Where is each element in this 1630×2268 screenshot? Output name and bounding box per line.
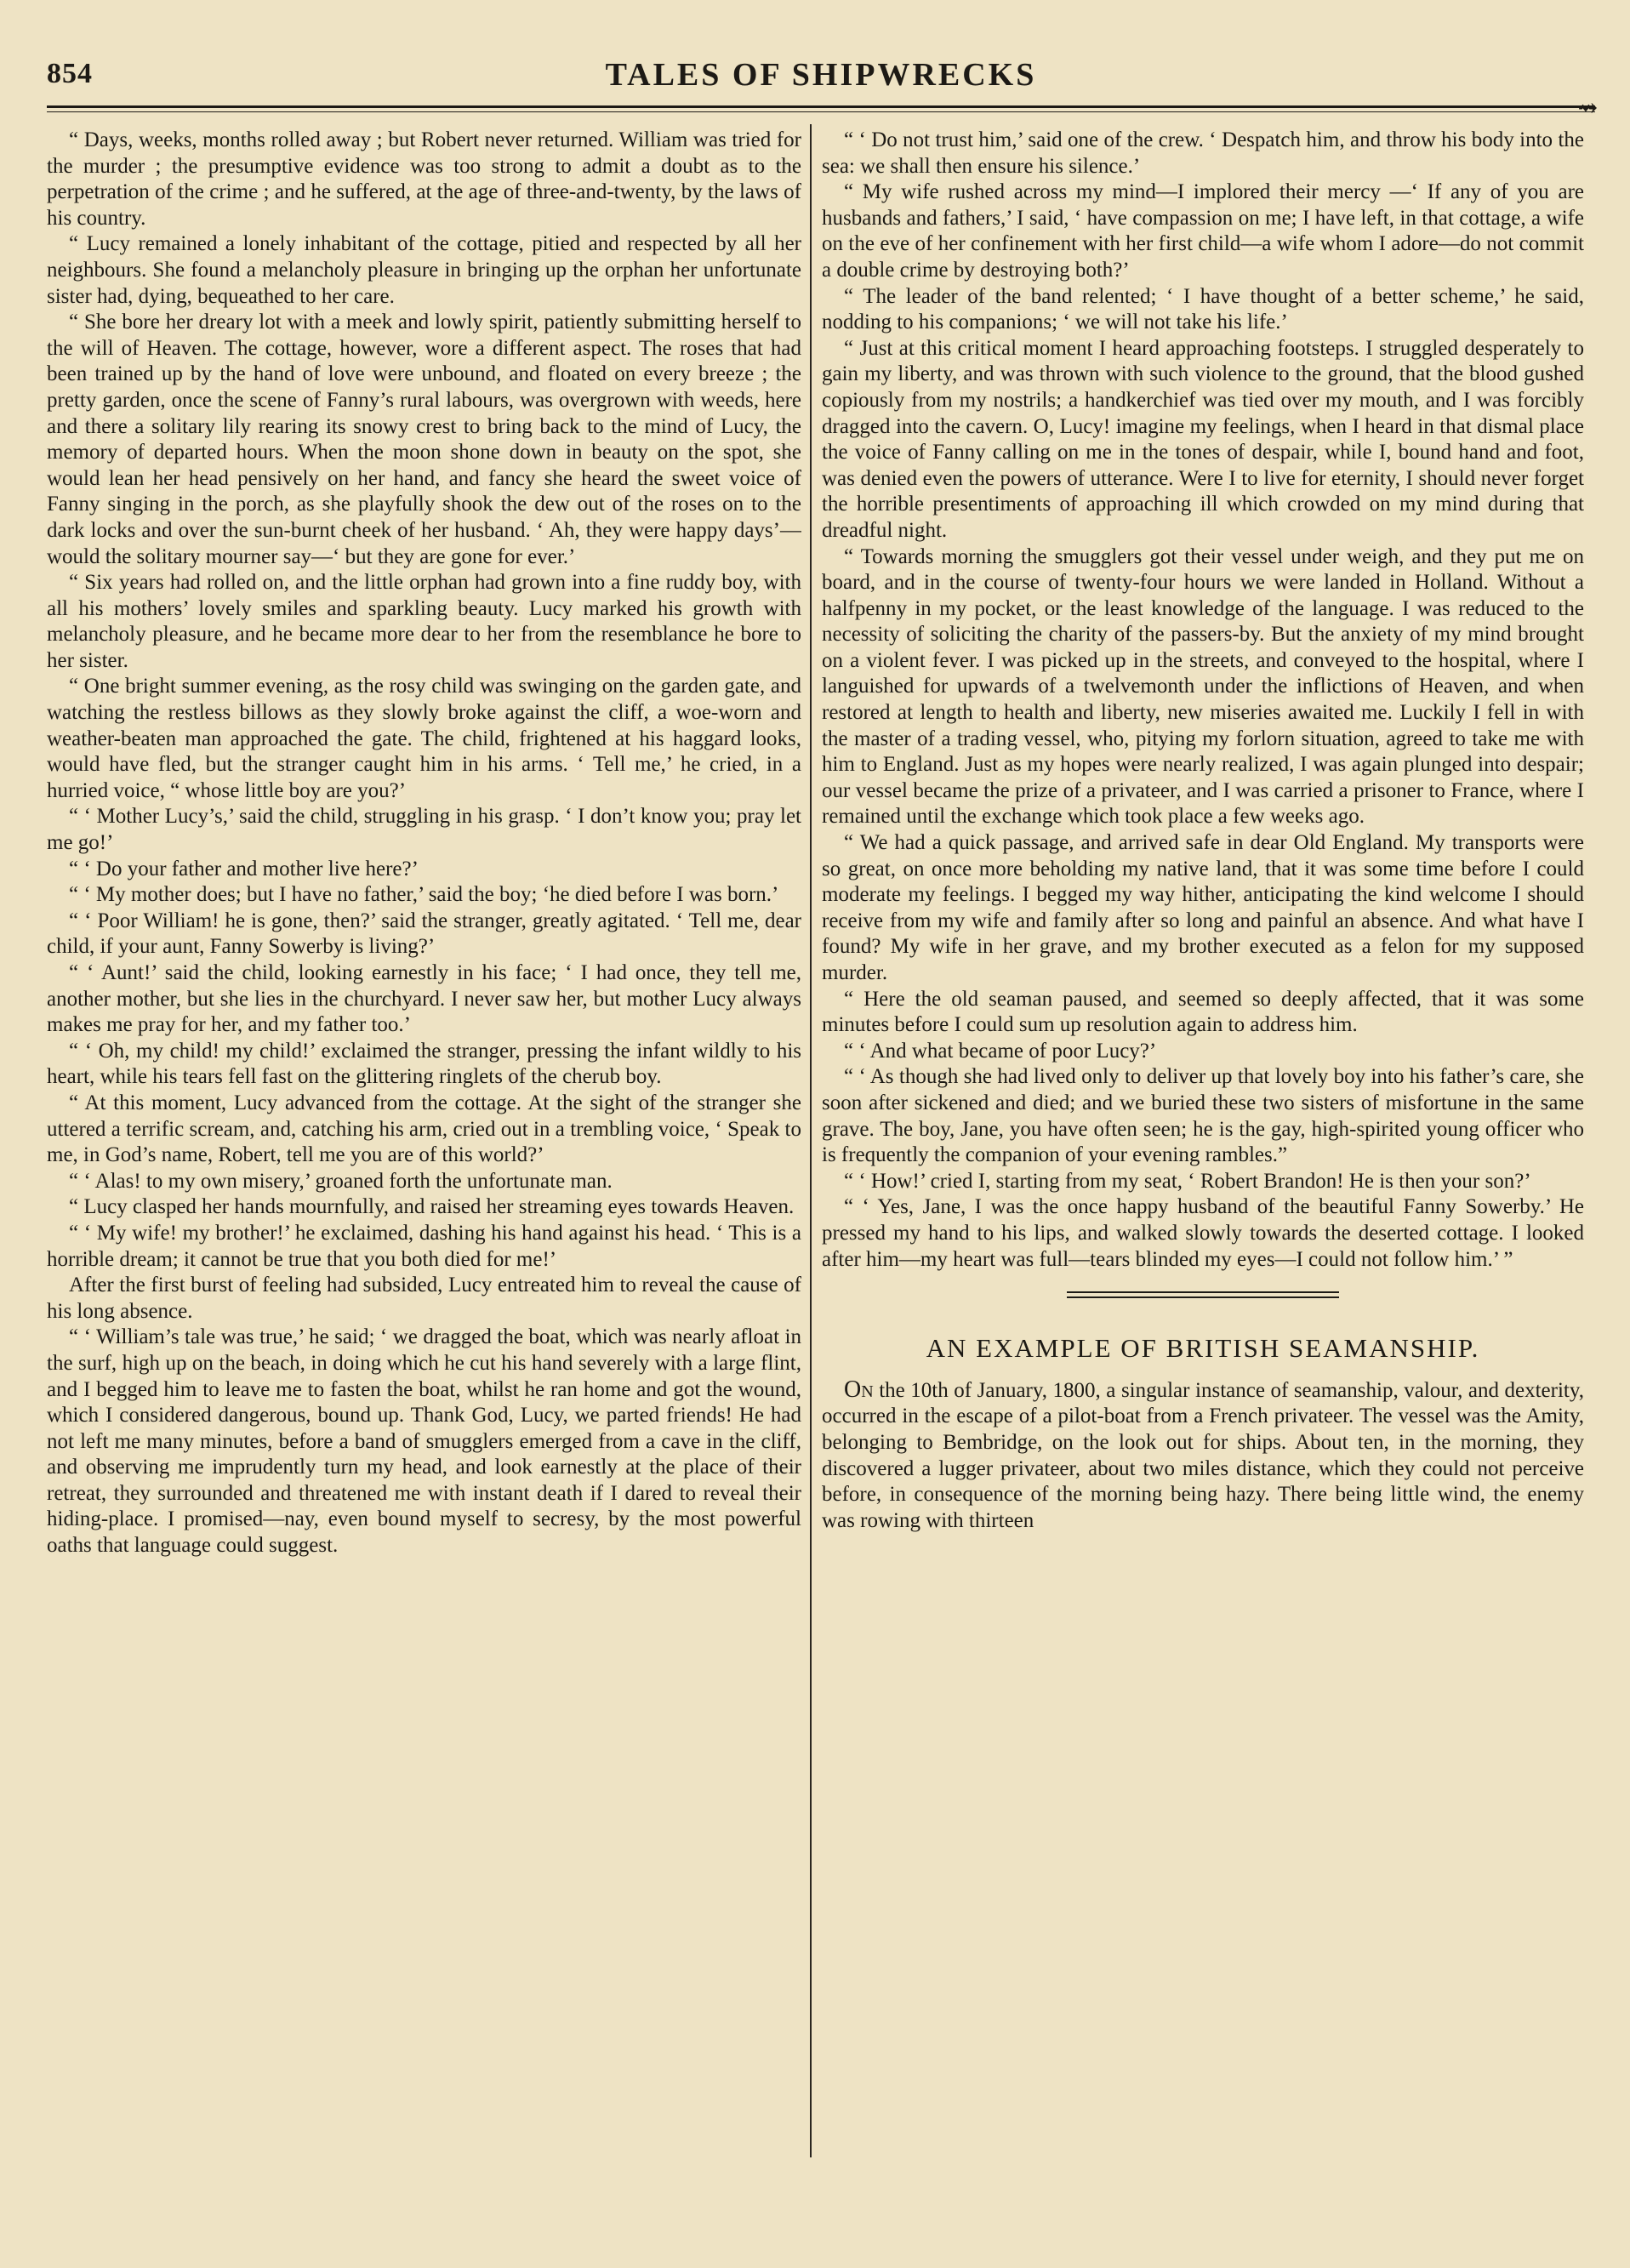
section-rule — [1067, 1296, 1339, 1298]
left-column — [47, 128, 801, 2246]
paragraph: “ My wife rushed across my mind—I implored their mercy —‘ If any of you are husbands and fathers,’ I said, ‘ have compassion on me; I have left, in that cottage, a wife on the eve of her confinement with her first child—a wife whom I adore—do not commit a double crime by destroying both?’ — [822, 180, 1584, 282]
section-paragraph — [822, 1377, 1584, 1535]
column-divider — [810, 124, 812, 2157]
paragraph: “ ‘ Do your father and mother live here?’ — [69, 857, 419, 880]
paragraph: “ ‘ Aunt!’ said the child, looking earnestly in his face; ‘ I had once, they tell me, another mother, but she lies in the churchyard. I never saw her, but mother Lucy always makes me pray for her, and my father too.’ — [47, 961, 801, 1037]
paragraph: “ One bright summer evening, as the rosy child was swinging on the garden gate, and watching the restless billows as they slowly broke against the cliff, a woe-worn and weather-beaten man approached the gate. The child, frightened at his haggard looks, would have fled, but the stranger caught him in his arms. ‘ Tell me,’ he cried, in a hurried voice, “ whose little boy are you?’ — [47, 675, 801, 802]
paragraph: “ Days, weeks, months rolled away ; but Robert never returned. William was tried for the murder ; the presumptive evidence was too strong to admit a doubt as to the perpetration of the crime ; and he suffered, at the age of three-and-twenty, by the laws of his country. — [47, 128, 801, 230]
paragraph: “ ‘ Poor William! he is gone, then?’ said the stranger, greatly agitated. ‘ Tell me, dear child, if your aunt, Fanny Sowerby is living?’ — [47, 909, 801, 959]
paragraph: “ ‘ Yes, Jane, I was the once happy husband of the beautiful Fanny Sowerby.’ He pressed my hand to his lips, and walked slowly towards the deserted cottage. I looked after him—my heart was full—tears blinded my eyes—I could not follow him.’ ” — [822, 1195, 1584, 1271]
paragraph: “ ‘ My wife! my brother!’ he exclaimed, dashing his hand against his head. ‘ This is a horrible dream; it cannot be true that you both died for me!’ — [47, 1221, 801, 1271]
paragraph: “ ‘ How!’ cried I, starting from my seat, ‘ Robert Brandon! He is then your son?’ — [844, 1169, 1531, 1193]
paragraph: “ At this moment, Lucy advanced from the cottage. At the sight of the stranger she uttered a terrific scream, and, catching his arm, cried out in a trembling voice, ‘ Speak to me, in God’s name, Robert, tell me you are of this world?’ — [47, 1091, 801, 1167]
paragraph: After the first burst of feeling had subsided, Lucy entreated him to reveal the cause of his long absence. — [47, 1274, 801, 1323]
header-rule-thin — [47, 111, 1595, 112]
page-title: TALES OF SHIPWRECKS — [605, 57, 1037, 93]
paragraph: “ Six years had rolled on, and the little orphan had grown into a fine ruddy boy, with all his mothers’ lovely smiles and sparkling beauty. Lucy marked his growth with melancholy pleasure, and he became more dear to her from the resemblance he bore to her sister. — [47, 571, 801, 672]
paragraph: “ ‘ Do not trust him,’ said one of the crew. ‘ Despatch him, and throw his body into the sea: we shall then ensure his silence.’ — [822, 128, 1584, 178]
paragraph: “ ‘ My mother does; but I have no father,’ said the boy; ‘he died before I was born.’ — [69, 883, 779, 907]
paragraph: “ Towards morning the smugglers got their vessel under weigh, and they put me on board, and in the course of twenty-four hours we were landed in Holland. Without a halfpenny in my pocket, or the least knowledge of the language. I was reduced to the necessity of soliciting the charity of the passers-by. But the anxiety of my mind brought on a violent fever. I was picked up in the streets, and conveyed to the hospital, where I languished for upwards of a twelvemonth under the inflictions of Heaven, and when restored at length to health and liberty, new miseries awaited me. Luckily I fell in with the master of a trading vessel, who, pitying my forlorn situation, agreed to take me with him to England. Just as my hopes were nearly realized, I was again plunged into despair; our vessel became the prize of a privateer, and I was carried a prisoner to France, where I remained until the exchange which took place a few weeks ago. — [822, 544, 1584, 829]
paragraph: “ Lucy clasped her hands mournfully, and raised her streaming eyes towards Heaven. — [69, 1195, 795, 1219]
section-title: AN EXAMPLE OF BRITISH SEAMANSHIP. — [926, 1333, 1480, 1364]
paragraph: “ We had a quick passage, and arrived safe in dear Old England. My transports were so great, on once more beholding my native land, that it was some time before I could moderate my feelings. I begged my way hither, anticipating the kind welcome I should receive from my wife and family after so long and painful an absence. And what have I found? My wife in her grave, and my brother executed as a felon for my supposed murder. — [822, 831, 1584, 984]
section-rule — [1067, 1291, 1339, 1293]
ornament-icon: ⇝ — [1577, 95, 1598, 122]
paragraph: “ Lucy remained a lonely inhabitant of the cottage, pitied and respected by all her neighbours. She found a melancholy pleasure in bringing up the orphan her unfortunate sister had, dying, bequeathed to her care. — [47, 232, 801, 308]
page-number: 854 — [47, 58, 93, 89]
paragraph: “ ‘ William’s tale was true,’ he said; ‘ we dragged the boat, which was nearly afloat in the surf, high up on the beach, in doing which he cut his hand severely with a large flint, and I begged him to leave me to fasten the boat, whilst he ran home and got the wound, which I considered dangerous, bound up. Thank God, Lucy, we parted friends! He had not left me many minutes, before a band of smugglers emerged from a cave in the cliff, and observing me imprudently turn my head, and look earnestly at the place of their retreat, they surrounded and threatened me with instant death if I dared to reveal their hiding-place. I promised—nay, even bound myself to secresy, by the most powerful oaths that language could suggest. — [47, 1325, 801, 1558]
paragraph: “ ‘ As though she had lived only to deliver up that lovely boy into his father’s care, she soon after sickened and died; and we buried these two sisters of misfortune in the same grave. The boy, Jane, you have often seen; he is the gay, high-spirited young officer who is frequently the companion of your evening rambles.” — [822, 1065, 1584, 1167]
section-body: the 10th of January, 1800, a singular instance of seamanship, valour, and dexterity, occurred in the escape of a pilot-boat from a French privateer. The vessel was the Amity, belonging to Bembridge, on the look out for ships. About ten, in the morning, they discovered a lugger privateer, about two miles distance, which they could not perceive before, in consequence of the morning being hazy. There being little wind, the enemy was rowing with thirteen — [822, 1378, 1584, 1532]
paragraph: “ ‘ Oh, my child! my child!’ exclaimed the stranger, pressing the infant wildly to his heart, while his tears fell fast on the glittering ringlets of the cherub boy. — [47, 1039, 801, 1089]
paragraph: “ ‘ And what became of poor Lucy?’ — [844, 1039, 1157, 1063]
right-column — [822, 128, 1584, 2246]
section-lead-word: On — [844, 1376, 874, 1403]
paragraph: “ Here the old seaman paused, and seemed so deeply affected, that it was some minutes before I could sum up resolution again to address him. — [822, 987, 1584, 1037]
running-head — [47, 53, 1595, 94]
header-rule — [47, 105, 1595, 108]
paragraph: “ ‘ Alas! to my own misery,’ groaned forth the unfortunate man. — [69, 1169, 613, 1193]
paragraph: “ The leader of the band relented; ‘ I have thought of a better scheme,’ he said, nodding to his companions; ‘ we will not take his life.’ — [822, 284, 1584, 334]
paragraph: “ She bore her dreary lot with a meek and lowly spirit, patiently submitting herself to the will of Heaven. The cottage, however, wore a different aspect. The roses that had been trained up by the hand of love were unbound, and floated on every breeze ; the pretty garden, once the scene of Fanny’s rural labours, was overgrown with weeds, here and there a solitary lily rearing its snowy crest to bring back to the mind of Lucy, the memory of departed hours. When the moon shone down in beauty on the spot, she would lean her head pensively on her hand, and fancy she heard the sweet voice of Fanny singing in the porch, as she playfully shook the dew out of the roses on to the dark locks and over the sun-burnt cheek of her husband. ‘ Ah, they were happy days’—would the solitary mourner say—‘ but they are gone for ever.’ — [47, 311, 801, 568]
paragraph: “ Just at this critical moment I heard approaching footsteps. I struggled desperately to gain my liberty, and was thrown with such violence to the ground, that the blood gushed copiously from my nostrils; a handkerchief was tied over my mouth, and I was forcibly dragged into the cavern. O, Lucy! imagine my feelings, when I heard in that dismal place the voice of Fanny calling on me in the tones of despair, while I, bound hand and foot, was denied even the powers of utterance. Were I to live for eternity, I should never forget the horrible presentiments of approaching ill which crowded on my mind during that dreadful night. — [822, 336, 1584, 542]
paragraph: “ ‘ Mother Lucy’s,’ said the child, struggling in his grasp. ‘ I don’t know you; pray let me go!’ — [47, 805, 801, 855]
